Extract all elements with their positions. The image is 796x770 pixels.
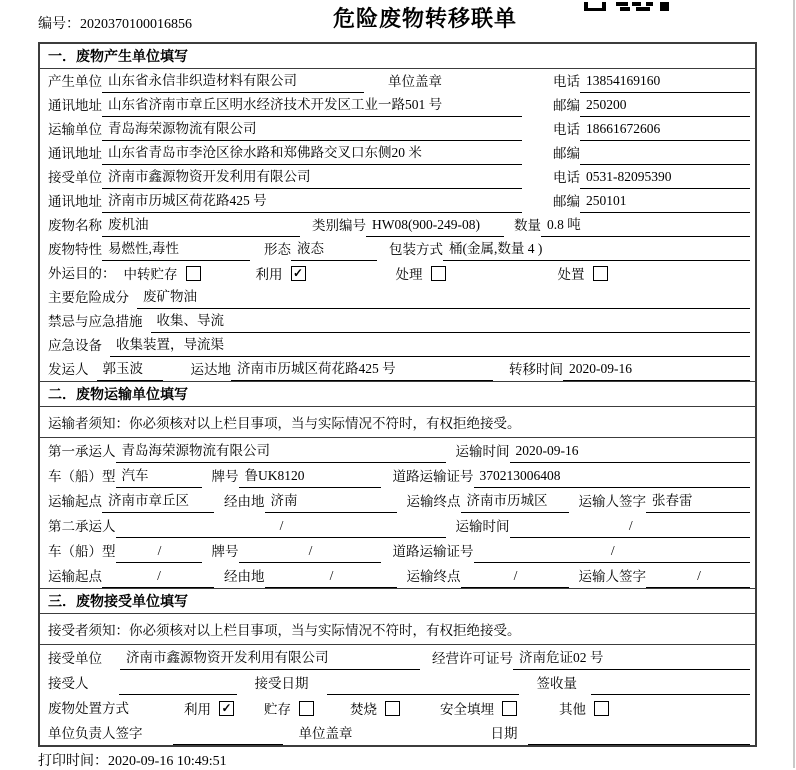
transporter-zip-field — [580, 161, 750, 165]
disposal-option-utilize — [184, 698, 234, 720]
destination-label: 运达地 — [190, 362, 231, 377]
packing-label: 包装方式 — [389, 242, 443, 257]
option-label: 其他 — [559, 702, 586, 717]
checkbox-checked: ✓ — [219, 701, 234, 716]
category-label: 类别编号 — [312, 218, 366, 233]
checkbox-unchecked — [502, 701, 517, 716]
option-label: 处置 — [557, 267, 585, 282]
plate-label: 牌号 — [211, 544, 239, 559]
carrier2-field: / — [116, 518, 446, 538]
disposal-option-storage — [264, 698, 314, 720]
address-label: 通讯地址 — [48, 98, 102, 113]
producer-phone-field: 13854169160 — [580, 73, 750, 93]
serial-label: 编号： — [38, 17, 80, 32]
signed-amount-label: 签收量 — [536, 676, 577, 691]
transporter-field: 青岛海荣源物流有限公司 — [102, 117, 522, 141]
purpose-option-treat — [396, 263, 446, 285]
receiver-notice: 接受者须知：你必须核对以上栏目事项，当与实际情况不符时，有权拒绝接受。 — [40, 614, 755, 645]
manager-sign-label: 单位负责人签字 — [48, 726, 143, 741]
equipment-label: 应急设备 — [48, 338, 102, 353]
via2-field: / — [265, 568, 397, 588]
purpose-option-utilize — [256, 263, 306, 285]
destination-field: 济南市历城区荷花路425 号 — [231, 357, 493, 381]
disposal-option-incinerate — [350, 698, 400, 720]
producer-zip-field: 250200 — [580, 97, 750, 117]
equipment-field: 收集装置，导流渠 — [110, 333, 750, 357]
disposal-label: 废物处置方式 — [48, 701, 129, 716]
producer-row — [40, 69, 755, 93]
taboo-row — [40, 309, 755, 333]
via-label: 经由地 — [224, 494, 265, 509]
waste-character-row — [40, 237, 755, 261]
checkbox-unchecked — [431, 266, 446, 281]
waste-name-field: 废机油 — [102, 213, 300, 237]
checkbox-unchecked — [299, 701, 314, 716]
purpose-option-dispose — [558, 263, 608, 285]
equipment-row — [40, 333, 755, 357]
permit1-field: 370213006408 — [474, 468, 751, 488]
taboo-label: 禁忌与应急措施 — [48, 314, 143, 329]
option-label: 焚烧 — [350, 702, 377, 717]
form-field: 液态 — [291, 237, 377, 261]
carrier1-row — [40, 438, 755, 463]
transport-time-label: 运输时间 — [455, 519, 510, 534]
receiver-row — [40, 165, 755, 189]
waste-name-label: 废物名称 — [48, 218, 102, 233]
manager-sign-row — [40, 720, 755, 745]
hazard-label: 主要危险成分 — [48, 290, 129, 305]
hazard-row — [40, 285, 755, 309]
date-label: 日期 — [490, 726, 518, 741]
manager-sign-field — [173, 741, 283, 745]
zip-label: 邮编 — [553, 194, 580, 209]
unit-seal-label: 单位盖章 — [298, 726, 353, 741]
purpose-row — [40, 261, 755, 285]
origin2-field: / — [102, 568, 214, 588]
transporter-sign-label: 运输人签字 — [578, 569, 646, 584]
accept-date-label: 接受日期 — [254, 676, 309, 691]
transporter-phone-field: 18661672606 — [580, 121, 750, 141]
sign1-field: 张春雷 — [646, 489, 750, 513]
character-label: 废物特性 — [48, 242, 102, 257]
option-label: 贮存 — [264, 702, 291, 717]
vehicle2-field: / — [116, 543, 202, 563]
disposal-option-other — [559, 698, 609, 720]
transporter-address-field: 山东省青岛市李沧区徐水路和郑佛路交叉口东侧20 米 — [102, 141, 522, 165]
via1-field: 济南 — [265, 489, 397, 513]
vehicle2-row — [40, 538, 755, 563]
zip-label: 邮编 — [553, 98, 580, 113]
plate2-field: / — [239, 543, 381, 563]
section3-title: 三．废物接受单位填写 — [40, 588, 755, 614]
carrier2-time-field: / — [510, 518, 751, 538]
document-title: 危险废物转移联单 — [333, 6, 518, 31]
serial-value: 2020370100016856 — [80, 17, 192, 32]
vehicle-type-label: 车（船）型 — [48, 544, 116, 559]
signed-amount-field — [591, 691, 750, 695]
producer-address-row — [40, 93, 755, 117]
carrier2-row — [40, 513, 755, 538]
checkbox-unchecked — [385, 701, 400, 716]
vehicle1-row — [40, 463, 755, 488]
quantity-field: 0.8 吨 — [541, 213, 750, 237]
seal-label: 单位盖章 — [388, 74, 442, 89]
character-field: 易燃性,毒性 — [102, 237, 250, 261]
checkbox-unchecked — [593, 266, 608, 281]
recipient-label: 接受人 — [48, 676, 89, 691]
option-label: 中转贮存 — [123, 267, 178, 282]
route1-row — [40, 488, 755, 513]
producer-address-field: 山东省济南市章丘区明水经济技术开发区工业一路501 号 — [102, 93, 522, 117]
carrier1-label: 第一承运人 — [48, 444, 116, 459]
via-label: 经由地 — [224, 569, 265, 584]
receiver-address-row — [40, 189, 755, 213]
hazard-field: 废矿物油 — [137, 285, 750, 309]
category-field: HW08(900-249-08) — [366, 217, 504, 237]
sign2-field: / — [646, 568, 750, 588]
license-field: 济南危证02 号 — [513, 646, 750, 670]
transfer-time-field: 2020-09-16 — [563, 361, 750, 381]
checkbox-checked: ✓ — [291, 266, 306, 281]
transfer-time-label: 转移时间 — [509, 362, 563, 377]
receiver-field: 济南市鑫源物资开发利用有限公司 — [102, 165, 522, 189]
receiver-address-field: 济南市历城区荷花路425 号 — [102, 189, 522, 213]
zip-label: 邮编 — [553, 146, 580, 161]
origin1-field: 济南市章丘区 — [102, 489, 214, 513]
end2-field: / — [461, 568, 569, 588]
plate1-field: 鲁UK8120 — [239, 464, 381, 488]
print-time-line — [38, 750, 227, 770]
road-permit-label: 道路运输证号 — [392, 544, 474, 559]
permit2-field: / — [474, 543, 751, 563]
consignor-field: 郭玉波 — [97, 357, 163, 381]
route2-row — [40, 563, 755, 588]
consignor-label: 发运人 — [48, 362, 89, 377]
form-label: 形态 — [264, 242, 291, 257]
vehicle-type-label: 车（船）型 — [48, 469, 116, 484]
option-label: 处理 — [395, 267, 423, 282]
end-label: 运输终点 — [406, 494, 461, 509]
transporter-notice: 运输者须知：你必须核对以上栏目事项，当与实际情况不符时，有权拒绝接受。 — [40, 407, 755, 438]
accept-unit-label: 接受单位 — [48, 651, 102, 666]
address-label: 通讯地址 — [48, 194, 102, 209]
origin-label: 运输起点 — [48, 494, 102, 509]
address-label: 通讯地址 — [48, 146, 102, 161]
disposal-option-landfill — [440, 698, 517, 720]
plate-label: 牌号 — [211, 469, 239, 484]
checkbox-unchecked — [186, 266, 201, 281]
section1-title: 一．废物产生单位填写 — [40, 44, 755, 69]
print-time-value: 2020-09-16 10:49:51 — [108, 754, 227, 769]
vehicle1-field: 汽车 — [116, 464, 202, 488]
waste-name-row — [40, 213, 755, 237]
qr-code-fragment-icon — [578, 0, 670, 18]
carrier2-label: 第二承运人 — [48, 519, 116, 534]
phone-label: 电话 — [553, 122, 580, 137]
manifest-form — [38, 42, 757, 747]
option-label: 安全填埋 — [440, 702, 494, 717]
carrier1-field: 青岛海荣源物流有限公司 — [116, 439, 446, 463]
road-permit-label: 道路运输证号 — [392, 469, 474, 484]
accept-unit-field: 济南市鑫源物资开发利用有限公司 — [120, 646, 420, 670]
print-time-label: 打印时间： — [38, 754, 108, 769]
page-right-edge — [793, 0, 795, 768]
quantity-label: 数量 — [514, 218, 541, 233]
section2-title: 二．废物运输单位填写 — [40, 381, 755, 407]
phone-label: 电话 — [553, 170, 580, 185]
receiver-zip-field: 250101 — [580, 193, 750, 213]
checkbox-unchecked — [594, 701, 609, 716]
purpose-option-transfer-storage — [124, 263, 201, 285]
transporter-address-row — [40, 141, 755, 165]
license-label: 经营许可证号 — [432, 651, 513, 666]
end-label: 运输终点 — [406, 569, 461, 584]
option-label: 利用 — [184, 702, 211, 717]
accept-date-field — [327, 691, 519, 695]
producer-label: 产生单位 — [48, 74, 102, 89]
accept-unit-row — [40, 645, 755, 670]
recipient-field — [119, 691, 237, 695]
transporter-sign-label: 运输人签字 — [578, 494, 646, 509]
transport-time-label: 运输时间 — [455, 444, 510, 459]
phone-label: 电话 — [553, 74, 580, 89]
recipient-row — [40, 670, 755, 695]
purpose-label: 外运目的： — [48, 266, 116, 281]
taboo-field: 收集、导流 — [151, 309, 751, 333]
packing-field: 桶(金属,数量 4 ) — [443, 237, 750, 261]
consignor-row — [40, 357, 755, 381]
receiver-phone-field: 0531-82095390 — [580, 169, 750, 189]
transporter-row — [40, 117, 755, 141]
serial-number-line — [38, 13, 192, 33]
end1-field: 济南市历城区 — [461, 489, 569, 513]
receiver-label: 接受单位 — [48, 170, 102, 185]
producer-field: 山东省永信非织造材料有限公司 — [102, 69, 364, 93]
disposal-row — [40, 695, 755, 720]
carrier1-time-field: 2020-09-16 — [510, 443, 751, 463]
date-field — [528, 741, 751, 745]
option-label: 利用 — [255, 267, 283, 282]
transporter-label: 运输单位 — [48, 122, 102, 137]
origin-label: 运输起点 — [48, 569, 102, 584]
